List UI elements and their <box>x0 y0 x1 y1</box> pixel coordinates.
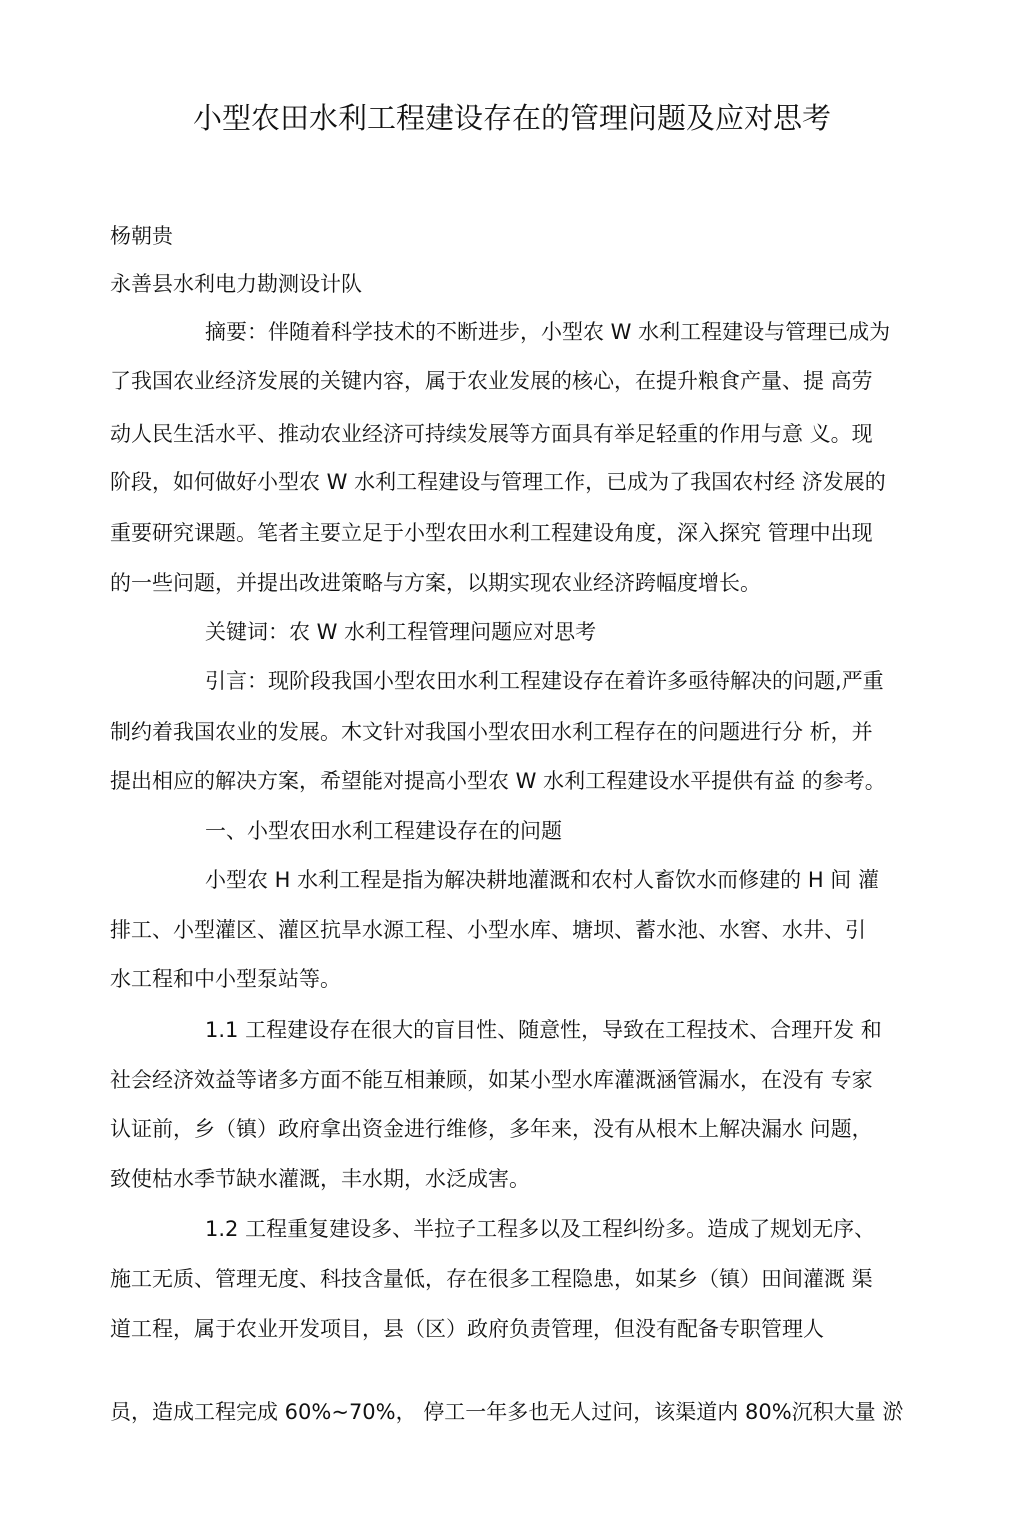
intro-line: 提出相应的解决方案，希望能对提高小型农 W 水利工程建设水平提供有益 的参考。 <box>110 769 886 793</box>
abstract-line: 重要研究课题。笔者主要立足于小型农田水利工程建设角度，深入探究 管理中出现 <box>110 521 873 545</box>
body-line: 致使枯水季节缺水灌溉，丰水期，水泛成害。 <box>110 1167 530 1191</box>
keywords-line: 关键词：农 W 水利工程管理问题应对思考 <box>205 620 597 644</box>
abstract-line: 阶段，如何做好小型农 W 水利工程建设与管理工作，已成为了我国农村经 济发展的 <box>110 470 886 494</box>
document-title: 小型农田水利工程建设存在的管理问题及应对思考 <box>192 101 831 135</box>
section-heading: 一、小型农田水利工程建设存在的问题 <box>205 819 562 843</box>
body-line: 道工程，属于农业开发项目，县（区）政府负责管理，但没有配备专职管理人 <box>110 1317 824 1341</box>
body-line: 社会经济效益等诸多方面不能互相兼顾，如某小型水库灌溉涵管漏水，在没有 专家 <box>110 1068 873 1092</box>
body-line: 水工程和中小型泵站等。 <box>110 967 341 991</box>
body-line: 1.1 工程建设存在很大的盲目性、随意性，导致在工程技术、合理幵发 和 <box>205 1018 882 1042</box>
body-line: 排工、小型灌区、灌区抗旱水源工程、小型水库、塘坝、蓄水池、水窖、水井、引 <box>110 918 866 942</box>
body-line: 小型农 H 水利工程是指为解决耕地灌溉和农村人畜饮水而修建的 H 间 灌 <box>205 868 879 892</box>
body-line: 认证前，乡（镇）政府拿出资金进行维修，多年来，没有从根木上解决漏水 问题， <box>110 1117 873 1141</box>
author-name: 杨朝贵 <box>110 224 173 248</box>
intro-line: 引言：现阶段我国小型农田水利工程建设存在着许多亟待解决的问题,严重 <box>205 669 884 693</box>
body-line: 1.2 工程重复建设多、半拉子工程多以及工程纠纷多。造成了规划无序、 <box>205 1217 876 1241</box>
abstract-line: 摘要：伴随着科学技术的不断进步，小型农 W 水利工程建设与管理已成为 <box>205 320 891 344</box>
body-line: 员，造成工程完成 60%~70%， 停工一年多也无人过问，该渠道内 80%沉积大量 淤 <box>110 1400 904 1424</box>
abstract-line: 的一些问题，并提出改进策略与方案，以期实现农业经济跨幅度增长。 <box>110 571 761 595</box>
abstract-line: 动人民生活水平、推动农业经济可持续发展等方面具有举足轻重的作用与意 义。现 <box>110 422 873 446</box>
body-line: 施工无质、管理无度、科技含量低，存在很多工程隐患，如某乡（镇）田间灌溉 渠 <box>110 1267 873 1291</box>
author-affiliation: 永善县水利电力勘测设计队 <box>110 272 362 296</box>
intro-line: 制约着我国农业的发展。木文针对我国小型农田水利工程存在的问题进行分 析，并 <box>110 720 873 744</box>
abstract-line: 了我国农业经济发展的关键内容，属于农业发展的核心，在提升粮食产量、提 高劳 <box>110 369 873 393</box>
